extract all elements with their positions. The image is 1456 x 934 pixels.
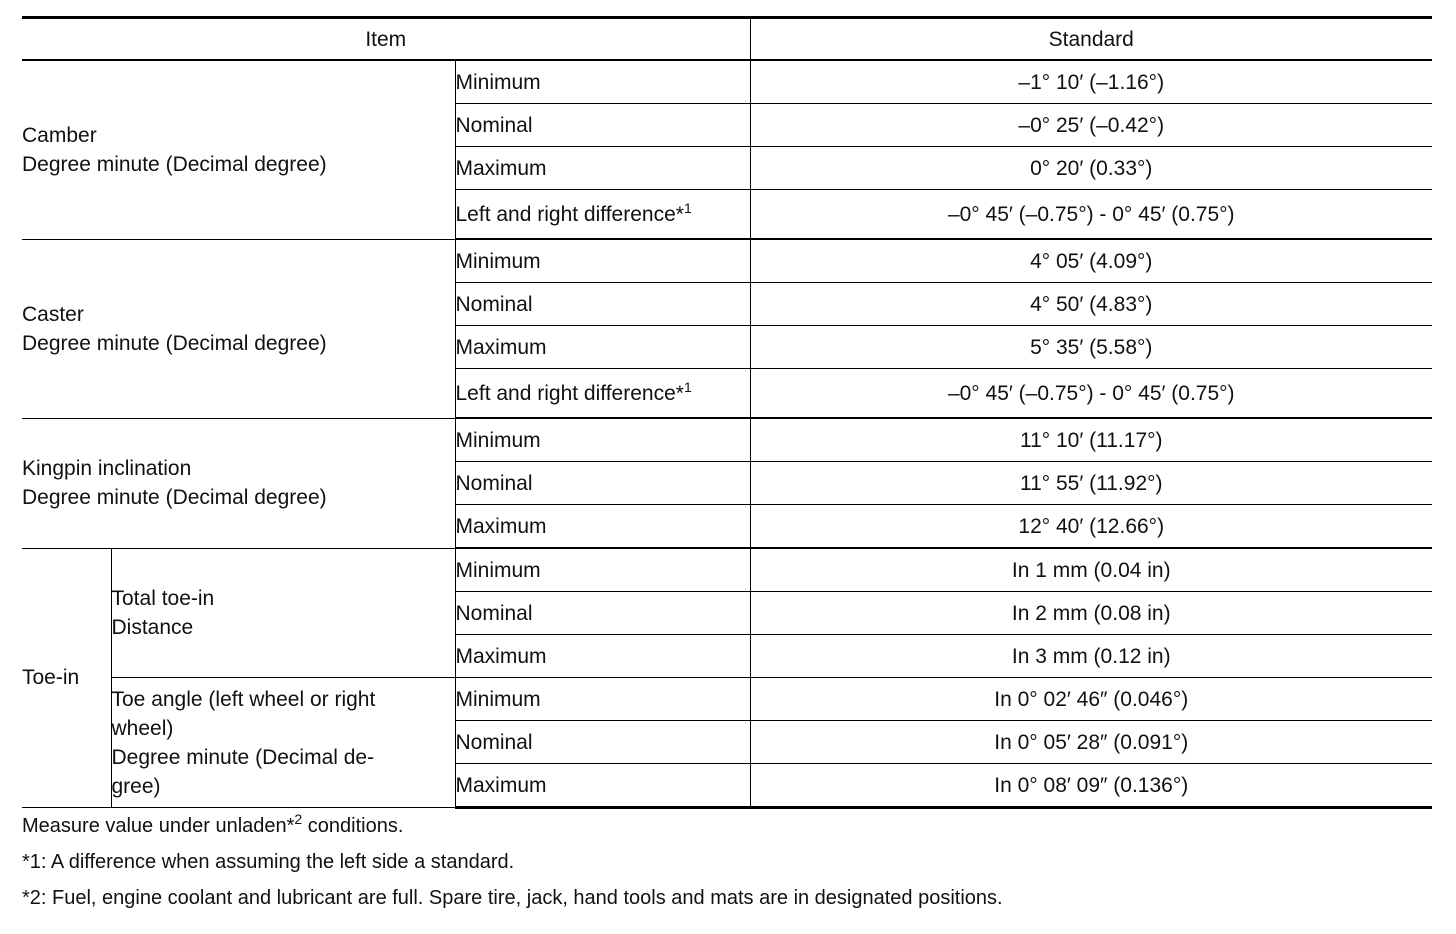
table-row <box>22 60 1432 104</box>
standard-cell: 0° 20′ (0.33°) <box>750 147 1432 190</box>
condition-cell: Nominal <box>455 721 750 764</box>
caster-label <box>22 239 455 418</box>
total-toe-in-unit: Distance <box>111 615 194 639</box>
kingpin-unit: Degree minute (Decimal degree) <box>22 486 327 509</box>
toe-angle-title-1: Toe angle (left wheel or right <box>111 687 376 711</box>
toe-in-label: Toe-in <box>22 548 111 808</box>
note-2: *2: Fuel, engine coolant and lubricant are full. Spare tire, jack, hand tools and mats are in designated positions. <box>22 887 1003 909</box>
condition-cell <box>455 369 750 419</box>
standard-cell: In 0° 05′ 28″ (0.091°) <box>750 721 1432 764</box>
note-unladen-end: conditions. <box>302 815 404 837</box>
toe-angle-label <box>111 678 455 808</box>
table-header-row <box>22 18 1432 61</box>
condition-cell: Minimum <box>455 418 750 462</box>
camber-title: Camber <box>22 123 97 147</box>
condition-cell: Maximum <box>455 505 750 549</box>
wheel-alignment-spec-table <box>22 16 1432 809</box>
toe-angle-unit-1: Degree minute (Decimal de- <box>111 745 375 769</box>
total-toe-in-title: Total toe-in <box>111 586 215 610</box>
standard-cell: 5° 35′ (5.58°) <box>750 326 1432 369</box>
toe-angle-unit-2: gree) <box>111 774 161 798</box>
condition-cell: Nominal <box>455 283 750 326</box>
condition-cell <box>455 190 750 240</box>
table-row <box>22 418 1432 462</box>
condition-cell: Nominal <box>455 104 750 147</box>
condition-text: Left and right difference* <box>455 381 684 405</box>
condition-cell: Minimum <box>455 678 750 721</box>
standard-cell: 4° 05′ (4.09°) <box>750 239 1432 283</box>
table-row <box>22 239 1432 283</box>
note-1: *1: A difference when assuming the left side a standard. <box>22 851 515 873</box>
caster-title: Caster <box>22 302 84 326</box>
condition-cell: Maximum <box>455 147 750 190</box>
standard-cell: –0° 45′ (–0.75°) - 0° 45′ (0.75°) <box>750 190 1432 240</box>
condition-cell: Minimum <box>455 548 750 592</box>
standard-cell: 4° 50′ (4.83°) <box>750 283 1432 326</box>
condition-text: Left and right difference* <box>455 202 684 226</box>
standard-cell: 11° 55′ (11.92°) <box>750 462 1432 505</box>
condition-cell: Minimum <box>455 60 750 104</box>
note-unladen <box>22 811 1003 838</box>
standard-cell: 11° 10′ (11.17°) <box>750 418 1432 462</box>
condition-cell: Nominal <box>455 462 750 505</box>
condition-cell: Maximum <box>455 326 750 369</box>
header-item: Item <box>22 18 750 61</box>
footnote-ref: 1 <box>683 199 692 216</box>
footnote-ref: 1 <box>683 378 692 395</box>
condition-cell: Minimum <box>455 239 750 283</box>
camber-label <box>22 60 455 239</box>
footnotes <box>22 811 1003 922</box>
footnote-ref: 2 <box>294 811 303 827</box>
condition-cell: Nominal <box>455 592 750 635</box>
standard-cell: In 3 mm (0.12 in) <box>750 635 1432 678</box>
table-row <box>22 678 1432 721</box>
kingpin-title: Kingpin inclination <box>22 457 192 480</box>
condition-cell: Maximum <box>455 764 750 808</box>
header-standard: Standard <box>750 18 1432 61</box>
table-row <box>22 548 1432 592</box>
standard-cell: –1° 10′ (–1.16°) <box>750 60 1432 104</box>
standard-cell: In 2 mm (0.08 in) <box>750 592 1432 635</box>
standard-cell: In 0° 08′ 09″ (0.136°) <box>750 764 1432 808</box>
camber-unit: Degree minute (Decimal degree) <box>22 152 327 176</box>
kingpin-label <box>22 418 455 548</box>
total-toe-in-label <box>111 548 455 678</box>
note-unladen-text: Measure value under unladen* <box>22 815 295 837</box>
condition-cell: Maximum <box>455 635 750 678</box>
caster-unit: Degree minute (Decimal degree) <box>22 331 327 355</box>
toe-angle-title-2: wheel) <box>111 716 174 740</box>
standard-cell: In 0° 02′ 46″ (0.046°) <box>750 678 1432 721</box>
standard-cell: –0° 45′ (–0.75°) - 0° 45′ (0.75°) <box>750 369 1432 419</box>
standard-cell: –0° 25′ (–0.42°) <box>750 104 1432 147</box>
standard-cell: In 1 mm (0.04 in) <box>750 548 1432 592</box>
standard-cell: 12° 40′ (12.66°) <box>750 505 1432 549</box>
